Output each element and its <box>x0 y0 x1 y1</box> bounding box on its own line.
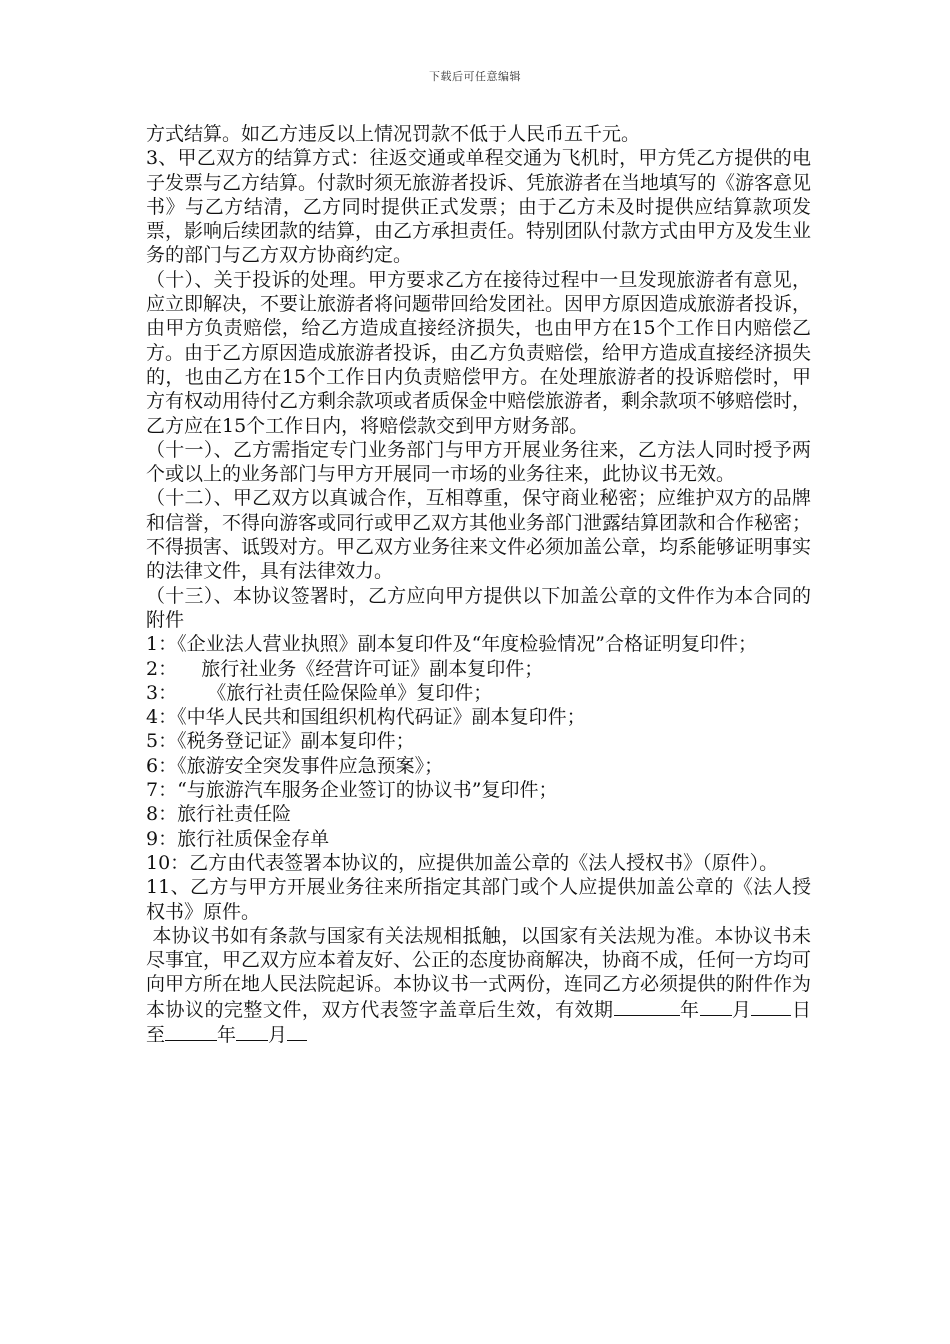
attachment-item-5: 5：《税务登记证》副本复印件； <box>146 730 415 753</box>
attachment-item-7: 7：“与旅游汽车服务企业签订的协议书”复印件； <box>146 779 558 802</box>
validity-end-month-label: 月 <box>268 1023 288 1046</box>
validity-year-blank <box>614 997 680 1016</box>
page-header: 下载后可任意编辑 <box>429 70 521 83</box>
validity-end-year-blank <box>165 1022 217 1041</box>
attachment-item-9: 9：旅行社质保金存单 <box>146 827 330 850</box>
validity-end-month-blank <box>236 1022 268 1041</box>
paragraph-attachments-intro: （十三）、本协议签署时，乙方应向甲方提供以下加盖公章的文件作为本合同的附件 <box>146 584 811 631</box>
validity-end-year-label: 年 <box>217 1023 237 1046</box>
attachment-item-11: 11、乙方与甲方开展业务往来所指定其部门或个人应提供加盖公章的《法人授权书》原件。 <box>146 876 811 923</box>
paragraph-complaint-handling: （十）、关于投诉的处理。甲方要求乙方在接待过程中一旦发现旅游者有意见，应立即解决，不要让旅游者将问题带回给发团社。因甲方原因造成旅游者投诉，由甲方负责赔偿，给乙方造成直接经济损失，也由甲方在15个工作日内赔偿乙方。由于乙方原因造成旅游者投诉，由乙方负责赔偿，给甲方造成直接经济损失的，也由乙方在15个工作日内负责赔偿甲方。在处理旅游者的投诉赔偿时，甲方有权动用待付乙方剩余款项或者质保金中赔偿旅游者，剩余款项不够赔偿时，乙方应在15个工作日内，将赔偿款交到甲方财务部。 <box>146 268 812 437</box>
attachment-item-2: 2： 旅行社业务《经营许可证》副本复印件； <box>146 657 544 680</box>
document-body <box>146 122 811 1047</box>
attachment-item-4: 4：《中华人民共和国组织机构代码证》副本复印件； <box>146 706 586 729</box>
paragraph-settlement-method: 3、甲乙双方的结算方式：往返交通或单程交通为飞机时，甲方凭乙方提供的电子发票与乙方结算。付款时须无旅游者投诉、凭旅游者在当地填写的《游客意见书》与乙方结清，乙方同时提供正式发票；由于乙方未及时提供应结算款项发票，影响后续团款的结算，由乙方承担责任。特别团队付款方式由甲方及发生业务的部门与乙方双方协商约定。 <box>146 147 812 267</box>
paragraph-business-department: （十一）、乙方需指定专门业务部门与甲方开展业务往来，乙方法人同时授予两个或以上的业务部门与甲方开展同一市场的业务往来，此协议书无效。 <box>146 438 811 486</box>
validity-end-day-blank <box>287 1022 307 1041</box>
attachment-item-6: 6：《旅游安全突发事件应急预案》； <box>146 754 444 777</box>
attachment-item-8: 8：旅行社责任险 <box>146 803 292 826</box>
paragraph-cooperation-confidentiality: （十二）、甲乙双方以真诚合作，互相尊重，保守商业秘密；应维护双方的品牌和信誉，不得向游客或同行或甲乙双方其他业务部门泄露结算团款和合作秘密；不得损害、诋毁对方。甲乙双方业务往来文件必须加盖公章，均系能够证明事实的法律文件，具有法律效力。 <box>146 487 812 583</box>
paragraph-final-provisions <box>146 924 811 1047</box>
attachment-item-3: 3： 《旅行社责任险保险单》复印件； <box>146 681 493 704</box>
validity-day-to-label: 日至 <box>146 998 811 1046</box>
final-provisions-text: 本协议书如有条款与国家有关法规相抵触，以国家有关法规为准。本协议书未尽事宜，甲乙双方应本着友好、公正的态度协商解决，协商不成，任何一方均可向甲方所在地人民法院起诉。本协议书一式两份，连同乙方必须提供的附件作为本协议的完整文件，双方代表签字盖章后生效，有效期 <box>146 924 812 1021</box>
validity-month-blank <box>700 997 732 1016</box>
validity-day-blank <box>751 997 791 1016</box>
attachment-item-10: 10：乙方由代表签署本协议的，应提供加盖公章的《法人授权书》（原件）。 <box>146 851 779 874</box>
paragraph-settlement-penalty: 方式结算。如乙方违反以上情况罚款不低于人民币五千元。 <box>146 123 641 145</box>
attachment-item-1: 1：《企业法人营业执照》副本复印件及“年度检验情况”合格证明复印件； <box>146 633 758 656</box>
validity-month-label: 月 <box>731 998 752 1021</box>
validity-year-label: 年 <box>679 998 700 1021</box>
